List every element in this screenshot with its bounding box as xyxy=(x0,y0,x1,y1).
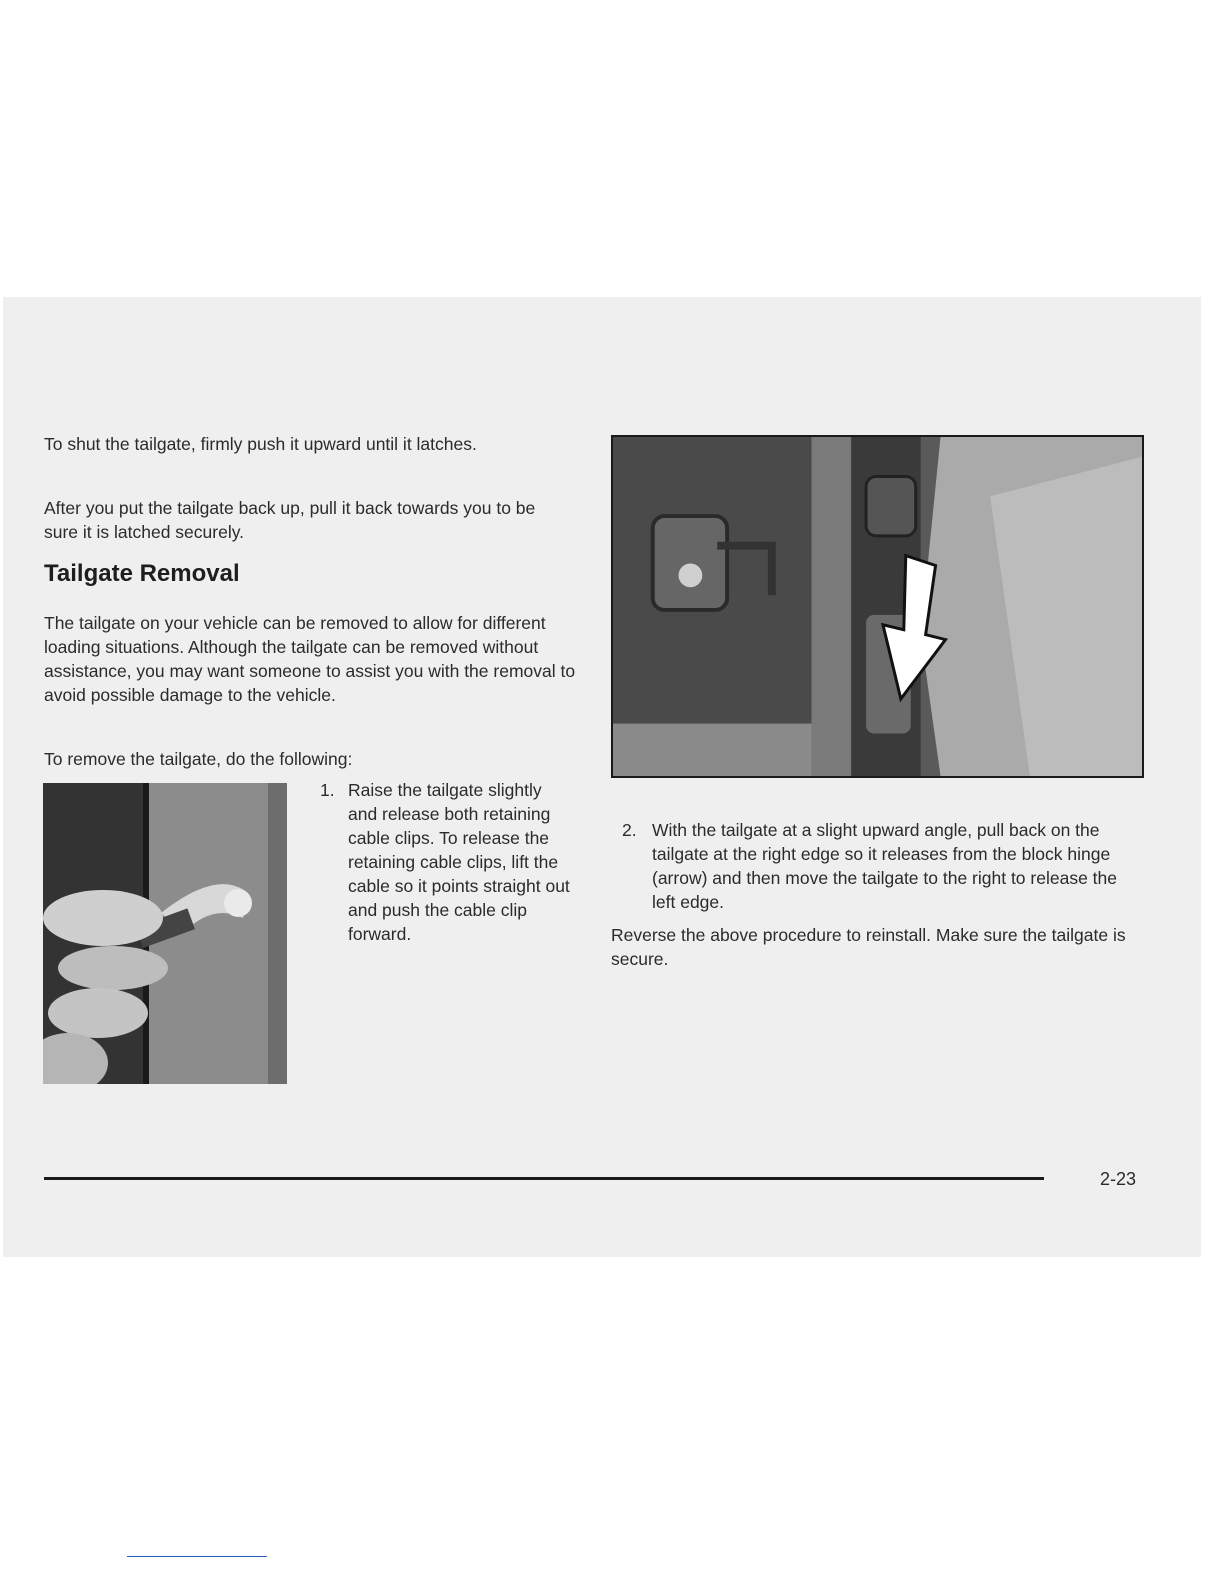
step-2-number: 2. xyxy=(622,820,637,840)
section-heading: Tailgate Removal xyxy=(44,560,240,587)
cable-clip-photo xyxy=(43,783,287,1084)
page-number: 2-23 xyxy=(1100,1169,1137,1189)
step-1-text: Raise the tailgate slightly and release both retaining cable clips. To release the retaining cable clips, lift the cable so it points straight out and push the cable clip forward. xyxy=(348,780,570,944)
paragraph-removal-intro: The tailgate on your vehicle can be removed to allow for different loading situations. Although the tailgate can be removed without assistance, you may want someone to assist you with the removal to avoid possible damage to the vehicle. xyxy=(44,613,576,705)
bottom-link-underline xyxy=(127,1556,267,1557)
footer-rule xyxy=(44,1177,1044,1180)
step-2-text: With the tailgate at a slight upward angle, pull back on the tailgate at the right edge so it releases from the block hinge (arrow) and then move the tailgate to the right to release the left edge. xyxy=(652,820,1117,912)
paragraph-shut-tailgate: To shut the tailgate, firmly push it upward until it latches. xyxy=(44,434,477,454)
paragraph-reinstall: Reverse the above procedure to reinstall. Make sure the tailgate is secure. xyxy=(611,925,1126,969)
block-hinge-photo xyxy=(611,435,1144,778)
paragraph-check-latched: After you put the tailgate back up, pull it back towards you to be sure it is latched securely. xyxy=(44,498,536,542)
step-1-number: 1. xyxy=(320,780,335,800)
paragraph-removal-lead: To remove the tailgate, do the following: xyxy=(44,749,353,769)
